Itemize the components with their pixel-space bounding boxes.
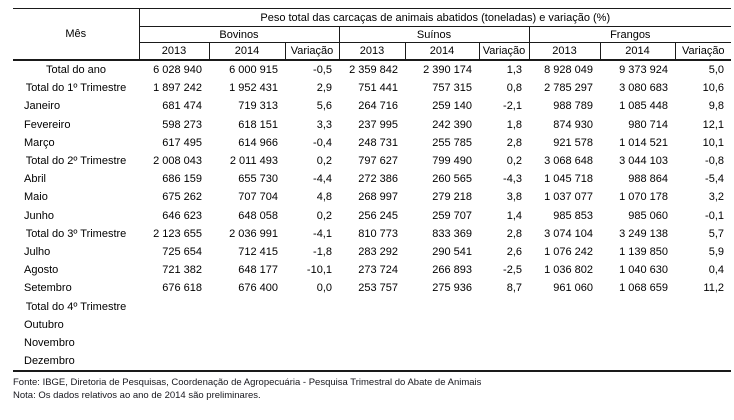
variation-cell [675,316,731,334]
month-cell: Total do 4º Trimestre [25,300,127,313]
tonnage-cell: 283 292 [358,245,398,258]
tonnage-cell: 598 273 [162,118,202,131]
variation-cell: -4,4 [313,173,332,186]
month-cell: Fevereiro [24,118,71,131]
tonnage-cell: 256 245 [358,209,398,222]
tonnage-cell: 259 707 [432,209,472,222]
tonnage-cell [529,297,600,315]
tonnage-cell: 290 541 [432,245,472,258]
variation-cell [479,334,529,352]
preliminary-data-note: Nota: Os dados relativos ao ano de 2014 são preliminares. [13,390,261,402]
table-row [13,243,731,261]
table-row [13,334,731,352]
header-row-title [13,9,731,27]
tonnage-cell: 985 853 [553,209,593,222]
tonnage-cell: 1 036 802 [544,264,593,277]
tonnage-cell: 799 490 [432,155,472,168]
table-row [13,60,731,79]
tonnage-cell: 260 565 [432,173,472,186]
tonnage-cell: 264 716 [358,100,398,113]
table-footer [13,376,734,402]
tonnage-cell: 253 757 [358,282,398,295]
variation-cell: -5,4 [705,173,725,186]
tonnage-cell: 255 785 [432,136,472,149]
variation-cell: 0,4 [708,264,725,277]
col-header-frangos-2013: 2013 [529,43,600,61]
tonnage-cell [529,316,600,334]
tonnage-cell [139,352,209,371]
variation-cell: -10,1 [306,264,332,277]
tonnage-cell [600,316,675,334]
variation-cell: -4,1 [313,227,332,240]
tonnage-cell [600,297,675,315]
tonnage-cell: 1 085 448 [619,100,668,113]
variation-cell: 3,3 [316,118,332,131]
col-header-bovinos-variacao: Variação [285,43,339,61]
tonnage-cell: 686 159 [162,173,202,186]
table-header [13,9,731,61]
table-body [13,60,731,371]
tonnage-cell: 279 218 [432,191,472,204]
variation-cell: 0,8 [506,82,522,95]
tonnage-cell: 617 495 [162,136,202,149]
tonnage-cell: 676 400 [238,282,278,295]
tonnage-cell: 1 040 630 [619,264,668,277]
tonnage-cell: 725 654 [162,245,202,258]
tonnage-cell: 237 995 [358,118,398,131]
variation-cell: -1,8 [313,245,332,258]
variation-cell: 2,6 [506,245,522,258]
tonnage-cell [529,334,600,352]
tonnage-cell: 618 151 [238,118,278,131]
col-header-suinos-variacao: Variação [479,43,529,61]
variation-cell: 10,6 [702,82,725,95]
tonnage-cell: 988 864 [628,173,668,186]
tonnage-cell: 248 731 [358,136,398,149]
table-row [13,97,731,115]
tonnage-cell [600,352,675,371]
tonnage-cell: 242 390 [432,118,472,131]
variation-cell [479,297,529,315]
variation-cell: 0,2 [316,209,332,222]
month-cell: Outubro [24,318,64,331]
variation-cell: 5,0 [708,64,725,77]
table-row [13,316,731,334]
month-cell: Maio [24,191,48,204]
month-cell: Março [24,136,55,149]
variation-cell: -2,1 [503,100,522,113]
variation-cell: 3,2 [708,191,725,204]
tonnage-cell [529,352,600,371]
tonnage-cell: 751 441 [358,82,398,95]
variation-cell: -0,5 [313,64,332,77]
tonnage-cell: 797 627 [358,155,398,168]
month-cell: Total do 1º Trimestre [25,82,127,95]
tonnage-cell: 721 382 [162,264,202,277]
table-row [13,170,731,188]
tonnage-cell: 988 789 [553,100,593,113]
month-cell: Abril [24,173,47,186]
variation-cell: 1,8 [506,118,522,131]
table-row [13,279,731,297]
variation-cell: 3,8 [506,191,522,204]
table-row [13,79,731,97]
month-cell: Total do 2º Trimestre [25,155,127,168]
tonnage-cell: 6 028 940 [153,64,202,77]
variation-cell: -0,1 [705,209,725,222]
tonnage-cell: 2 011 493 [229,155,278,168]
tonnage-cell: 259 140 [432,100,472,113]
tonnage-cell: 648 177 [238,264,278,277]
table-row [13,261,731,279]
tonnage-cell: 648 058 [238,209,278,222]
variation-cell: 1,3 [506,64,522,77]
tonnage-cell: 655 730 [238,173,278,186]
tonnage-cell: 3 044 103 [619,155,668,168]
tonnage-cell [405,297,479,315]
tonnage-cell: 757 315 [432,82,472,95]
tonnage-cell [139,334,209,352]
variation-cell: 10,1 [702,136,725,149]
variation-cell [285,316,339,334]
tonnage-cell: 1 070 178 [619,191,668,204]
tonnage-cell: 676 618 [162,282,202,295]
variation-cell [285,352,339,371]
tonnage-cell: 1 952 431 [229,82,278,95]
group-header-suinos: Suínos [339,27,529,43]
group-header-frangos: Frangos [529,27,731,43]
tonnage-cell: 833 369 [432,227,472,240]
tonnage-cell [209,316,285,334]
tonnage-cell: 874 930 [553,118,593,131]
variation-cell: 0,2 [316,155,332,168]
tonnage-cell: 810 773 [358,227,398,240]
tonnage-cell: 6 000 915 [229,64,278,77]
tonnage-cell: 1 139 850 [619,245,668,258]
variation-cell: 2,8 [506,227,522,240]
col-header-frangos-variacao: Variação [675,43,731,61]
variation-cell: 5,9 [708,245,725,258]
tonnage-cell: 273 724 [358,264,398,277]
tonnage-cell [339,352,405,371]
variation-cell: 2,9 [316,82,332,95]
table-row [13,188,731,206]
tonnage-cell: 9 373 924 [619,64,668,77]
variation-cell [675,334,731,352]
tonnage-cell [339,297,405,315]
table-row [13,152,731,170]
tonnage-cell: 675 262 [162,191,202,204]
tonnage-cell: 985 060 [628,209,668,222]
month-cell: Agosto [24,264,59,277]
tonnage-cell: 712 415 [238,245,278,258]
tonnage-cell: 2 008 043 [153,155,202,168]
month-cell: Total do ano [46,64,106,77]
variation-cell: 4,8 [316,191,332,204]
tonnage-cell: 707 704 [238,191,278,204]
tonnage-cell: 3 080 683 [619,82,668,95]
col-header-suinos-2013: 2013 [339,43,405,61]
variation-cell: 9,8 [708,100,725,113]
tonnage-cell: 3 074 104 [544,227,593,240]
variation-cell: 12,1 [702,118,725,131]
tonnage-cell: 961 060 [553,282,593,295]
variation-cell: 5,7 [708,227,725,240]
table-row [13,297,731,315]
tonnage-cell [339,316,405,334]
tonnage-cell: 2 359 842 [349,64,398,77]
variation-cell [479,352,529,371]
table-title: Peso total das carcaças de animais abatidos (toneladas) e variação (%) [139,9,731,27]
group-header-bovinos: Bovinos [139,27,339,43]
tonnage-cell: 1 037 077 [544,191,593,204]
tonnage-cell: 1 897 242 [153,82,202,95]
variation-cell [285,297,339,315]
col-header-frangos-2014: 2014 [600,43,675,61]
tonnage-cell: 2 036 991 [229,227,278,240]
tonnage-cell: 268 997 [358,191,398,204]
table-row [13,116,731,134]
month-cell: Dezembro [13,352,139,371]
tonnage-cell: 719 313 [238,100,278,113]
tonnage-cell: 1 076 242 [544,245,593,258]
variation-cell: 5,6 [316,100,332,113]
table-row [13,134,731,152]
tonnage-cell: 1 014 521 [619,136,668,149]
tonnage-cell: 614 966 [238,136,278,149]
tonnage-cell [209,297,285,315]
variation-cell [675,297,731,315]
tonnage-cell: 266 893 [432,264,472,277]
tonnage-cell: 646 623 [162,209,202,222]
tonnage-cell [405,352,479,371]
month-cell: Setembro [24,282,72,295]
variation-cell: -0,8 [705,155,725,168]
tonnage-cell: 272 386 [358,173,398,186]
tonnage-cell [139,297,209,315]
variation-cell: 0,0 [316,282,332,295]
tonnage-cell: 8 928 049 [544,64,593,77]
col-header-bovinos-2014: 2014 [209,43,285,61]
variation-cell: 8,7 [506,282,522,295]
month-cell: Novembro [24,336,75,349]
table-row [13,225,731,243]
variation-cell [285,334,339,352]
tonnage-cell: 1 045 718 [544,173,593,186]
tonnage-cell [209,352,285,371]
tonnage-cell [139,316,209,334]
tonnage-cell: 3 249 138 [619,227,668,240]
col-header-bovinos-2013: 2013 [139,43,209,61]
variation-cell: 0,2 [506,155,522,168]
variation-cell: 1,4 [506,209,522,222]
variation-cell: -4,3 [503,173,522,186]
tonnage-cell: 980 714 [628,118,668,131]
tonnage-cell: 275 936 [432,282,472,295]
tonnage-cell: 2 123 655 [153,227,202,240]
tonnage-cell [209,334,285,352]
table-row [13,207,731,225]
month-column-header: Mês [13,9,139,61]
month-cell: Julho [24,245,51,258]
month-cell: Total do 3º Trimestre [25,227,127,240]
tonnage-cell [405,316,479,334]
tonnage-cell [405,334,479,352]
abate-animais-table [13,8,731,372]
tonnage-cell: 1 068 659 [619,282,668,295]
variation-cell [675,352,731,371]
tonnage-cell: 921 578 [553,136,593,149]
variation-cell [479,316,529,334]
col-header-suinos-2014: 2014 [405,43,479,61]
variation-cell: 2,8 [506,136,522,149]
tonnage-cell [339,334,405,352]
variation-cell: -2,5 [503,264,522,277]
tonnage-cell: 681 474 [162,100,202,113]
tonnage-cell [600,334,675,352]
tonnage-cell: 3 068 648 [544,155,593,168]
page [0,8,734,420]
variation-cell: 11,2 [703,282,725,295]
table-row [13,352,731,371]
tonnage-cell: 2 390 174 [423,64,472,77]
month-cell: Junho [24,209,54,222]
variation-cell: -0,4 [313,136,332,149]
tonnage-cell: 2 785 297 [544,82,593,95]
month-cell: Janeiro [24,100,61,113]
source-note: Fonte: IBGE, Diretoria de Pesquisas, Coordenação de Agropecuária - Pesquisa Trimestral do Abate de Animais [13,377,482,389]
